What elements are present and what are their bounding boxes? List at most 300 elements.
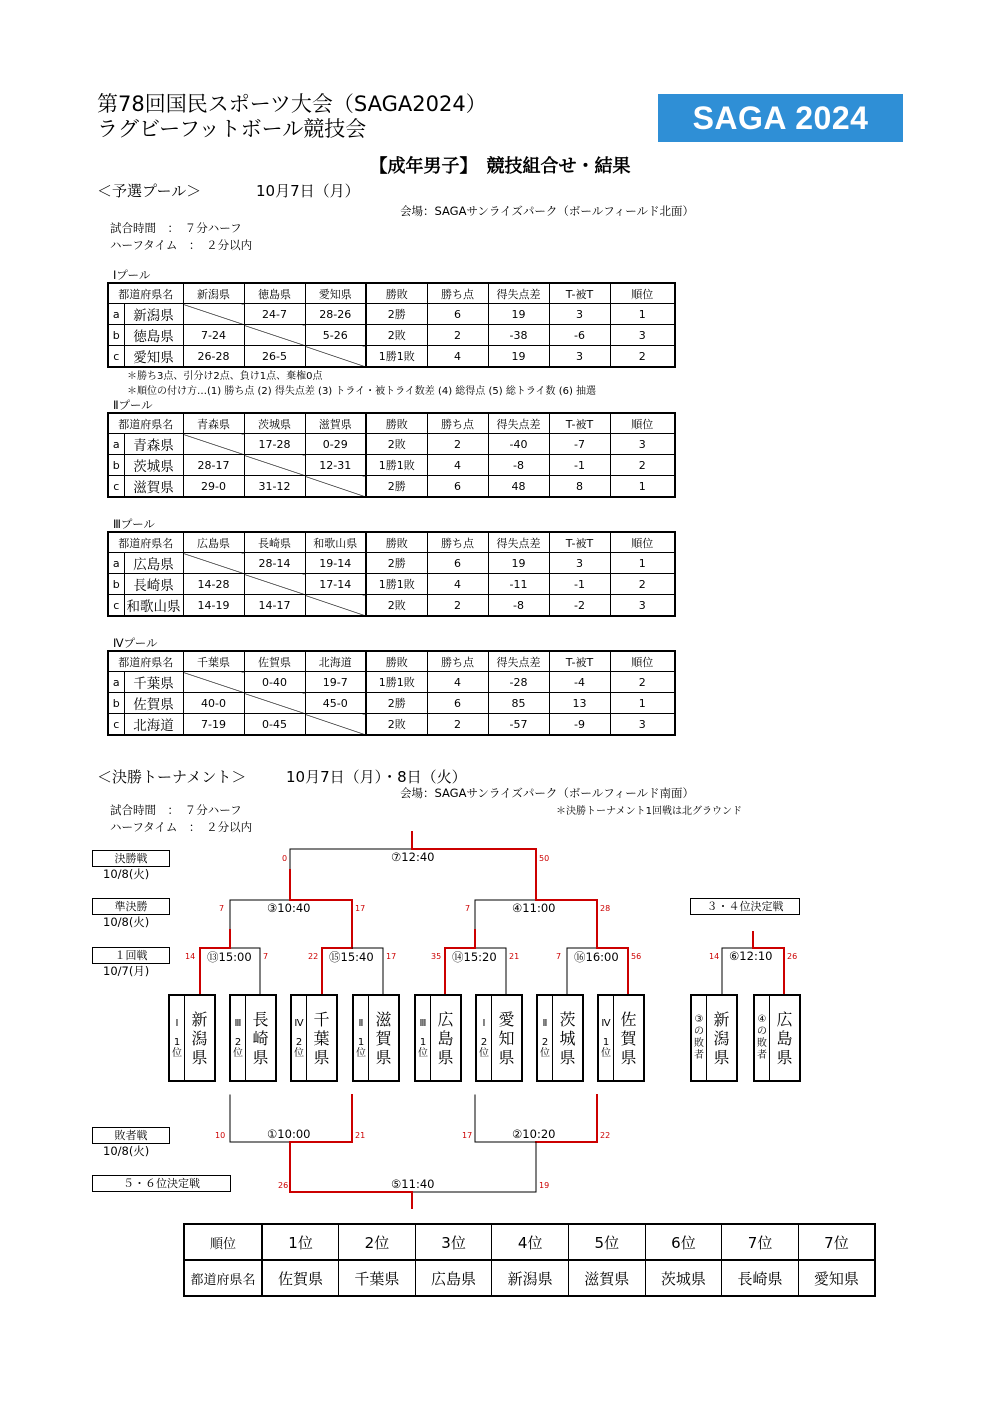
team-name-char: 広 xyxy=(437,1009,454,1029)
ranking-rank-header: 順位 xyxy=(184,1224,262,1260)
team-name-char: 県 xyxy=(776,1047,793,1067)
pool-row-id: c xyxy=(108,346,124,368)
team-name-char: 長 xyxy=(252,1009,269,1029)
team-name-char: 愛 xyxy=(498,1009,515,1029)
pool-row-prefecture: 新潟県 xyxy=(124,304,183,325)
ranking-pref: 滋賀県 xyxy=(569,1260,646,1296)
pool-score-diff: 85 xyxy=(488,693,549,714)
ranking-pref: 広島県 xyxy=(415,1260,492,1296)
pool-header-cell: 愛知県 xyxy=(305,283,366,304)
pool-result-cell: 31-12 xyxy=(244,476,305,498)
pool-score-diff: 48 xyxy=(488,476,549,498)
pool-result-cell: 26-5 xyxy=(244,346,305,368)
round-label-third: ３・４位決定戦 xyxy=(690,898,800,915)
prelim-date: 10月7日（月） xyxy=(256,182,360,200)
ranking-pref: 千葉県 xyxy=(339,1260,416,1296)
team-name-char: 崎 xyxy=(252,1028,269,1048)
score-third-l: 14 xyxy=(709,952,720,961)
pool-row-id: a xyxy=(108,672,124,693)
score-fifth-l: 26 xyxy=(278,1181,289,1190)
team-box xyxy=(352,994,400,1082)
tournament-date: 10月7日（月）・8日（火） xyxy=(286,768,467,786)
pool-result-cell: 0-29 xyxy=(305,434,366,455)
team-name-char: 広 xyxy=(776,1009,793,1029)
score-l2-r: 22 xyxy=(600,1131,611,1140)
pool-score-diff: -11 xyxy=(488,574,549,595)
team-seed xyxy=(292,996,307,1080)
pool-row-prefecture: 愛知県 xyxy=(124,346,183,368)
team-pool: Ⅰ xyxy=(175,1017,179,1029)
pool-result-cell: 19-14 xyxy=(305,553,366,574)
team-name-char: 知 xyxy=(498,1028,515,1048)
team-rank-suffix: 位 xyxy=(233,1047,243,1059)
team-rank: 1 xyxy=(173,1036,181,1048)
pool-try-diff: -1 xyxy=(549,574,610,595)
team-rank: 1 xyxy=(602,1036,610,1048)
pool-header-cell: 順位 xyxy=(610,651,675,672)
team-name xyxy=(770,996,799,1080)
team-name-char: 県 xyxy=(313,1047,330,1067)
team-rank-suffix: 位 xyxy=(418,1047,428,1059)
team-box xyxy=(536,994,584,1082)
pool-row-prefecture: 広島県 xyxy=(124,553,183,574)
pool-header-cell: 和歌山県 xyxy=(305,532,366,553)
ranking-rank: 1位 xyxy=(262,1224,339,1260)
pool-win-loss: 2敗 xyxy=(366,595,427,617)
pool-header-cell: 青森県 xyxy=(183,413,244,434)
pool-win-loss: 2敗 xyxy=(366,325,427,346)
team-rank-suffix: 位 xyxy=(540,1047,550,1059)
team-name xyxy=(246,996,275,1080)
pool-header-cell: 都道府県名 xyxy=(108,283,183,304)
score-q1-r: 7 xyxy=(263,952,269,961)
team-name-char: 佐 xyxy=(620,1009,637,1029)
score-sf2-l: 7 xyxy=(465,904,471,913)
pool-result-cell: 24-7 xyxy=(244,304,305,325)
team-name-char: 県 xyxy=(252,1047,269,1067)
pool-result-cell: 0-40 xyxy=(244,672,305,693)
pool-win-loss: 2勝 xyxy=(366,476,427,498)
pool-header-cell: 順位 xyxy=(610,532,675,553)
pool-row-id: c xyxy=(108,595,124,617)
pool-row-id: c xyxy=(108,714,124,736)
tournament-match-time: 試合時間 ： ７分ハーフ xyxy=(110,803,242,817)
pool-try-diff: -2 xyxy=(549,595,610,617)
pool-score-diff: 19 xyxy=(488,304,549,325)
pool-header-cell: 佐賀県 xyxy=(244,651,305,672)
pool-3-title: Ⅲプール xyxy=(113,517,155,531)
points-note: ＊勝ち3点、引分け2点、負け1点、棄権0点 xyxy=(127,371,323,382)
pool-win-loss: 2勝 xyxy=(366,553,427,574)
match-q1: ⑬15:00 xyxy=(207,950,252,964)
pool-rank: 3 xyxy=(610,325,675,346)
match-q3: ⑭15:20 xyxy=(452,950,497,964)
pool-row-prefecture: 北海道 xyxy=(124,714,183,736)
team-rank-suffix: 位 xyxy=(356,1047,366,1059)
prelim-match-time: 試合時間 ： ７分ハーフ xyxy=(110,221,242,235)
pool-header-cell: 勝ち点 xyxy=(427,532,488,553)
ranking-rank: 7位 xyxy=(722,1224,799,1260)
team-name-char: 県 xyxy=(498,1047,515,1067)
team-name xyxy=(185,996,214,1080)
match-sf1: ③10:40 xyxy=(267,901,311,915)
page-subtitle: 【成年男子】 競技組合せ・結果 xyxy=(369,156,631,177)
pool-header-cell: 長崎県 xyxy=(244,532,305,553)
pool-try-diff: -1 xyxy=(549,455,610,476)
pool-header-cell: 新潟県 xyxy=(183,283,244,304)
pool-row-id: b xyxy=(108,574,124,595)
prelim-halftime: ハーフタイム ： ２分以内 xyxy=(110,238,253,252)
match-fifth: ⑤11:40 xyxy=(391,1177,435,1191)
pool-row-id: a xyxy=(108,304,124,325)
pool-header-cell: 都道府県名 xyxy=(108,413,183,434)
pool-header-cell: 勝ち点 xyxy=(427,413,488,434)
ranking-pref-header: 都道府県名 xyxy=(184,1260,262,1296)
pool-rank: 1 xyxy=(610,476,675,498)
team-name-char: 県 xyxy=(620,1047,637,1067)
team-name-char: 葉 xyxy=(313,1028,330,1048)
pool-win-loss: 2勝 xyxy=(366,304,427,325)
third-place-source-char: 敗 xyxy=(757,1038,767,1049)
pool-2-title: Ⅱプール xyxy=(113,398,153,412)
pool-header-cell: 順位 xyxy=(610,413,675,434)
pool-header-cell: 勝ち点 xyxy=(427,283,488,304)
team-pool: Ⅳ xyxy=(601,1017,611,1029)
team-name xyxy=(707,996,736,1080)
pool-header-cell: 勝敗 xyxy=(366,651,427,672)
pool-row-prefecture: 佐賀県 xyxy=(124,693,183,714)
pool-points: 2 xyxy=(427,714,488,736)
pool-try-diff: -7 xyxy=(549,434,610,455)
match-final: ⑦12:40 xyxy=(391,850,435,864)
pool-win-loss: 2敗 xyxy=(366,434,427,455)
pool-row-id: c xyxy=(108,476,124,498)
score-final-r: 50 xyxy=(539,854,550,863)
team-rank: 1 xyxy=(357,1036,365,1048)
title-line-2: ラグビーフットボール競技会 xyxy=(97,117,367,141)
pool-header-cell: T-被T xyxy=(549,283,610,304)
pool-score-diff: -57 xyxy=(488,714,549,736)
pool-header-cell: 順位 xyxy=(610,283,675,304)
saga2024-logo: SAGA 2024 xyxy=(658,94,903,142)
team-rank: 2 xyxy=(234,1036,242,1048)
pool-header-cell: 勝敗 xyxy=(366,532,427,553)
pool-result-cell: 12-31 xyxy=(305,455,366,476)
score-q4-r: 56 xyxy=(631,952,642,961)
pool-header-cell: 茨城県 xyxy=(244,413,305,434)
pool-win-loss: 1勝1敗 xyxy=(366,672,427,693)
third-place-source-char: の xyxy=(757,1026,767,1037)
pool-row-id: b xyxy=(108,455,124,476)
pool-header-cell: 勝敗 xyxy=(366,413,427,434)
pool-points: 6 xyxy=(427,304,488,325)
pool-header-cell: 北海道 xyxy=(305,651,366,672)
team-box xyxy=(290,994,338,1082)
ranking-rank: 5位 xyxy=(569,1224,646,1260)
score-l1-l: 10 xyxy=(215,1131,226,1140)
tournament-venue: 会場：SAGAサンライズパーク（ボールフィールド南面） xyxy=(400,786,695,800)
team-rank: 2 xyxy=(295,1036,303,1048)
third-place-source-char: 敗 xyxy=(694,1038,704,1049)
team-name-char: 城 xyxy=(559,1028,576,1048)
ranking-pref: 愛知県 xyxy=(798,1260,875,1296)
pool-result-cell: 28-14 xyxy=(244,553,305,574)
match-q4: ⑯16:00 xyxy=(574,950,619,964)
pool-result-cell: 7-24 xyxy=(183,325,244,346)
pool-points: 4 xyxy=(427,672,488,693)
pool-result-cell: 7-19 xyxy=(183,714,244,736)
team-box xyxy=(597,994,645,1082)
final-ranking-table xyxy=(183,1223,876,1297)
third-place-source xyxy=(692,996,707,1080)
tournament-note: ＊決勝トーナメント1回戦は北グラウンド xyxy=(556,806,742,817)
ranking-rank: 2位 xyxy=(339,1224,416,1260)
pool-row-prefecture: 茨城県 xyxy=(124,455,183,476)
team-name-char: 県 xyxy=(559,1047,576,1067)
pool-win-loss: 2勝 xyxy=(366,693,427,714)
third-place-source xyxy=(755,996,770,1080)
pool-result-cell: 17-28 xyxy=(244,434,305,455)
pool-result-cell: 19-7 xyxy=(305,672,366,693)
match-q2: ⑮15:40 xyxy=(329,950,374,964)
ranking-rank: 6位 xyxy=(645,1224,722,1260)
pool-rank: 2 xyxy=(610,346,675,368)
pool-row-id: b xyxy=(108,693,124,714)
pool-header-cell: 得失点差 xyxy=(488,532,549,553)
pool-header-cell: T-被T xyxy=(549,413,610,434)
pool-header-cell: 得失点差 xyxy=(488,283,549,304)
team-name xyxy=(614,996,643,1080)
third-place-source-char: ④ xyxy=(757,1014,767,1025)
pool-points: 4 xyxy=(427,346,488,368)
team-seed xyxy=(231,996,246,1080)
pool-score-diff: -8 xyxy=(488,595,549,617)
team-pool: Ⅱ xyxy=(358,1017,364,1029)
team-pool: Ⅰ xyxy=(482,1017,486,1029)
title-line-1: 第78回国民スポーツ大会（SAGA2024） xyxy=(97,92,487,116)
team-name-char: 県 xyxy=(713,1047,730,1067)
pool-try-diff: -9 xyxy=(549,714,610,736)
team-box xyxy=(168,994,216,1082)
team-seed xyxy=(538,996,553,1080)
team-seed xyxy=(170,996,185,1080)
pool-result-cell: 5-26 xyxy=(305,325,366,346)
match-sf2: ④11:00 xyxy=(512,901,556,915)
team-name-char: 滋 xyxy=(375,1009,392,1029)
team-pool: Ⅲ xyxy=(234,1017,242,1029)
ranking-pref: 茨城県 xyxy=(645,1260,722,1296)
pool-points: 4 xyxy=(427,455,488,476)
team-box xyxy=(475,994,523,1082)
team-rank-suffix: 位 xyxy=(172,1047,182,1059)
team-seed xyxy=(477,996,492,1080)
pool-result-cell: 29-0 xyxy=(183,476,244,498)
pool-result-cell: 28-26 xyxy=(305,304,366,325)
pool-row-prefecture: 和歌山県 xyxy=(124,595,183,617)
score-sf1-l: 7 xyxy=(219,904,225,913)
score-fifth-r: 19 xyxy=(539,1181,550,1190)
ranking-rule-note: ＊順位の付け方…(1) 勝ち点 (2) 得失点差 (3) トライ・被トライ数差 (4) 総得点 (5) 総トライ数 (6) 抽選 xyxy=(127,386,597,397)
score-final-l: 0 xyxy=(282,854,288,863)
pool-points: 6 xyxy=(427,693,488,714)
round-label-fifth: ５・６位決定戦 xyxy=(92,1175,231,1192)
prelim-venue: 会場：SAGAサンライズパーク（ボールフィールド北面） xyxy=(400,204,695,218)
pool-rank: 1 xyxy=(610,693,675,714)
score-q4-l: 7 xyxy=(556,952,562,961)
pool-try-diff: 8 xyxy=(549,476,610,498)
ranking-rank: 3位 xyxy=(415,1224,492,1260)
ranking-rank: 4位 xyxy=(492,1224,569,1260)
team-pool: Ⅲ xyxy=(419,1017,427,1029)
pool-rank: 3 xyxy=(610,714,675,736)
round-label-semi: 準決勝 xyxy=(92,898,170,915)
pool-rank: 2 xyxy=(610,672,675,693)
team-name-char: 県 xyxy=(437,1047,454,1067)
team-box xyxy=(229,994,277,1082)
pool-try-diff: 3 xyxy=(549,304,610,325)
pool-win-loss: 1勝1敗 xyxy=(366,346,427,368)
ranking-pref: 佐賀県 xyxy=(262,1260,339,1296)
pool-1-title: Ⅰプール xyxy=(113,268,151,282)
pool-try-diff: 3 xyxy=(549,553,610,574)
pool-row-id: a xyxy=(108,434,124,455)
team-rank: 2 xyxy=(541,1036,549,1048)
team-name-char: 潟 xyxy=(713,1028,730,1048)
pool-result-cell: 14-17 xyxy=(244,595,305,617)
pool-win-loss: 1勝1敗 xyxy=(366,455,427,476)
pool-result-cell: 40-0 xyxy=(183,693,244,714)
pool-row-prefecture: 長崎県 xyxy=(124,574,183,595)
score-q3-l: 35 xyxy=(431,952,442,961)
team-rank-suffix: 位 xyxy=(479,1047,489,1059)
pool-result-cell: 0-45 xyxy=(244,714,305,736)
ranking-pref: 新潟県 xyxy=(492,1260,569,1296)
pool-header-cell: 勝敗 xyxy=(366,283,427,304)
score-q2-l: 22 xyxy=(308,952,319,961)
pool-points: 6 xyxy=(427,476,488,498)
pool-try-diff: 13 xyxy=(549,693,610,714)
team-box xyxy=(414,994,462,1082)
pool-score-diff: -28 xyxy=(488,672,549,693)
team-name xyxy=(431,996,460,1080)
team-name-char: 新 xyxy=(713,1009,730,1029)
team-name-char: 茨 xyxy=(559,1009,576,1029)
team-pool: Ⅱ xyxy=(542,1017,548,1029)
ranking-pref: 長崎県 xyxy=(722,1260,799,1296)
pool-header-cell: T-被T xyxy=(549,532,610,553)
pool-row-prefecture: 徳島県 xyxy=(124,325,183,346)
pool-rank: 1 xyxy=(610,553,675,574)
team-name-char: 島 xyxy=(437,1028,454,1048)
pool-score-diff: 19 xyxy=(488,553,549,574)
pool-win-loss: 1勝1敗 xyxy=(366,574,427,595)
round-label-r1: １回戦 xyxy=(92,947,170,964)
team-name-char: 潟 xyxy=(191,1028,208,1048)
pool-header-cell: 都道府県名 xyxy=(108,651,183,672)
pool-header-cell: 千葉県 xyxy=(183,651,244,672)
score-q3-r: 21 xyxy=(509,952,520,961)
pool-row-prefecture: 滋賀県 xyxy=(124,476,183,498)
team-name xyxy=(369,996,398,1080)
pool-result-cell: 26-28 xyxy=(183,346,244,368)
match-l1: ①10:00 xyxy=(267,1127,311,1141)
pool-points: 2 xyxy=(427,325,488,346)
team-name-char: 島 xyxy=(776,1028,793,1048)
pool-rank: 3 xyxy=(610,434,675,455)
score-l2-l: 17 xyxy=(462,1131,473,1140)
pool-try-diff: -4 xyxy=(549,672,610,693)
round-date-r1: 10/7(月) xyxy=(103,964,150,978)
team-rank: 1 xyxy=(419,1036,427,1048)
pool-rank: 3 xyxy=(610,595,675,617)
team-name xyxy=(307,996,336,1080)
pool-header-cell: 得失点差 xyxy=(488,413,549,434)
pool-row-id: a xyxy=(108,553,124,574)
round-date-final: 10/8(火) xyxy=(103,867,150,881)
score-q1-l: 14 xyxy=(185,952,196,961)
pool-points: 6 xyxy=(427,553,488,574)
team-pool: Ⅳ xyxy=(294,1017,304,1029)
team-name-char: 県 xyxy=(375,1047,392,1067)
pool-result-cell: 17-14 xyxy=(305,574,366,595)
team-name-char: 県 xyxy=(191,1047,208,1067)
third-place-team-box xyxy=(690,994,738,1082)
pool-result-cell: 14-28 xyxy=(183,574,244,595)
pool-header-cell: 広島県 xyxy=(183,532,244,553)
pool-rank: 2 xyxy=(610,455,675,476)
third-place-team-box xyxy=(753,994,801,1082)
pool-try-diff: 3 xyxy=(549,346,610,368)
pool-header-cell: 勝ち点 xyxy=(427,651,488,672)
third-place-source-char: の xyxy=(694,1026,704,1037)
team-rank: 2 xyxy=(480,1036,488,1048)
team-name xyxy=(553,996,582,1080)
pool-4-title: Ⅳプール xyxy=(113,636,158,650)
round-date-loser: 10/8(火) xyxy=(103,1144,150,1158)
team-name-char: 賀 xyxy=(375,1028,392,1048)
pool-score-diff: 19 xyxy=(488,346,549,368)
pool-header-cell: 滋賀県 xyxy=(305,413,366,434)
round-label-loser: 敗者戦 xyxy=(92,1127,170,1144)
pool-result-cell: 28-17 xyxy=(183,455,244,476)
score-q2-r: 17 xyxy=(386,952,397,961)
pool-row-prefecture: 青森県 xyxy=(124,434,183,455)
pool-points: 4 xyxy=(427,574,488,595)
prelim-heading: ＜予選プール＞ xyxy=(97,182,202,200)
team-rank-suffix: 位 xyxy=(601,1047,611,1059)
pool-row-id: b xyxy=(108,325,124,346)
round-label-final: 決勝戦 xyxy=(92,850,170,867)
match-l2: ②10:20 xyxy=(512,1127,556,1141)
pool-score-diff: -40 xyxy=(488,434,549,455)
tournament-halftime: ハーフタイム ： ２分以内 xyxy=(110,820,253,834)
team-name-char: 新 xyxy=(191,1009,208,1029)
score-sf2-r: 28 xyxy=(600,904,611,913)
pool-points: 2 xyxy=(427,595,488,617)
team-name xyxy=(492,996,521,1080)
ranking-rank: 7位 xyxy=(798,1224,875,1260)
third-place-source-char: 者 xyxy=(757,1050,767,1061)
team-name-char: 賀 xyxy=(620,1028,637,1048)
team-rank-suffix: 位 xyxy=(294,1047,304,1059)
score-l1-r: 21 xyxy=(355,1131,366,1140)
pool-result-cell: 14-19 xyxy=(183,595,244,617)
team-seed xyxy=(416,996,431,1080)
score-third-r: 26 xyxy=(787,952,798,961)
score-sf1-r: 17 xyxy=(355,904,366,913)
pool-score-diff: -8 xyxy=(488,455,549,476)
pool-points: 2 xyxy=(427,434,488,455)
